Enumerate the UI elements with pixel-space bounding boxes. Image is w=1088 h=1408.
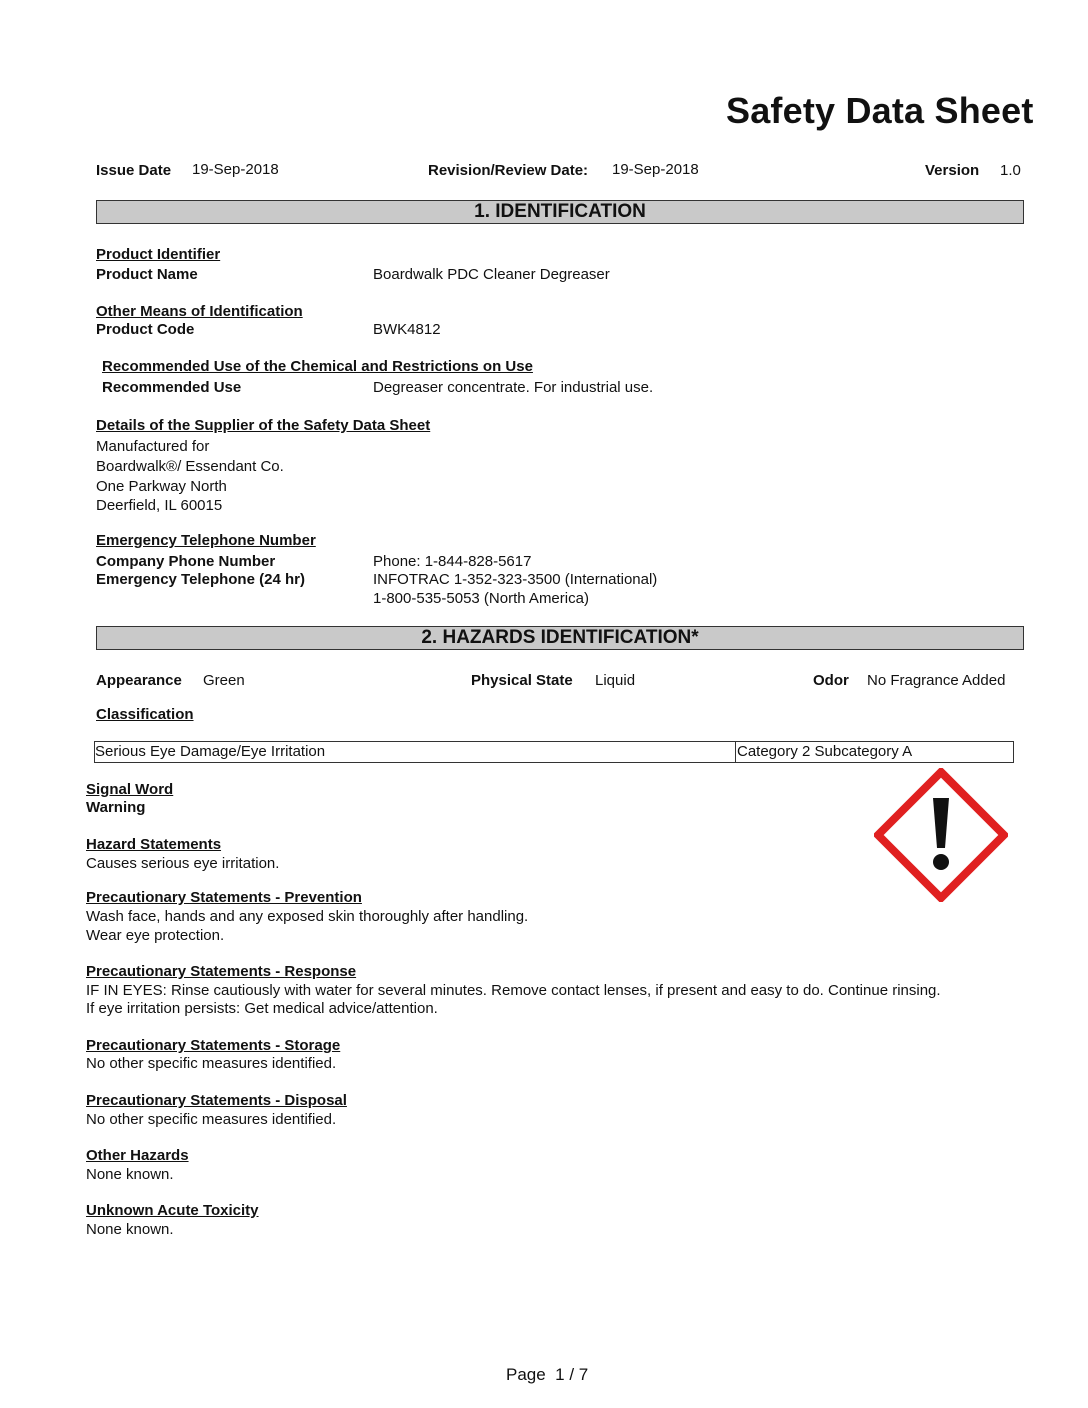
prevention-statement: Wash face, hands and any exposed skin thoroughly after handling. <box>86 908 529 925</box>
classification-hazard-cell: Serious Eye Damage/Eye Irritation <box>95 742 736 762</box>
company-phone-label: Company Phone Number <box>96 553 276 570</box>
prevention-statement: Wear eye protection. <box>86 927 225 944</box>
response-statement: IF IN EYES: Rinse cautiously with water for several minutes. Remove contact lenses, if present and easy to do. Continue rinsing. <box>86 982 941 999</box>
product-code-value: BWK4812 <box>373 321 441 338</box>
supplier-line: Boardwalk®/ Essendant Co. <box>96 458 284 475</box>
response-heading: Precautionary Statements - Response <box>86 963 357 980</box>
appearance-value: Green <box>203 672 245 689</box>
product-name-label: Product Name <box>96 266 198 283</box>
emergency-phone-north-america: 1-800-535-5053 (North America) <box>373 590 589 607</box>
supplier-line: Deerfield, IL 60015 <box>96 497 223 514</box>
other-means-heading: Other Means of Identification <box>96 303 303 320</box>
recommended-use-heading: Recommended Use of the Chemical and Restrictions on Use <box>102 358 533 375</box>
supplier-heading: Details of the Supplier of the Safety Data Sheet <box>96 417 431 434</box>
other-hazards-heading: Other Hazards <box>86 1147 189 1164</box>
signal-word-value: Warning <box>86 799 146 816</box>
classification-table <box>94 741 1014 763</box>
prevention-heading: Precautionary Statements - Prevention <box>86 889 362 906</box>
revision-date-label: Revision/Review Date: <box>428 162 589 179</box>
signal-word-heading: Signal Word <box>86 781 174 798</box>
revision-date-value: 19-Sep-2018 <box>612 161 699 178</box>
hazard-statements-heading: Hazard Statements <box>86 836 222 853</box>
other-hazards-statement: None known. <box>86 1166 174 1183</box>
section-2-heading: 2. HAZARDS IDENTIFICATION* <box>96 626 1024 650</box>
storage-statement: No other specific measures identified. <box>86 1055 337 1072</box>
page-footer <box>506 1365 588 1385</box>
unknown-toxicity-heading: Unknown Acute Toxicity <box>86 1202 259 1219</box>
company-phone-value: Phone: 1-844-828-5617 <box>373 553 532 570</box>
product-name-value: Boardwalk PDC Cleaner Degreaser <box>373 266 610 283</box>
disposal-heading: Precautionary Statements - Disposal <box>86 1092 347 1109</box>
page-title: Safety Data Sheet <box>726 90 1034 131</box>
odor-label: Odor <box>813 672 849 689</box>
supplier-line: One Parkway North <box>96 478 227 495</box>
exclamation-mark-ghs07-icon <box>874 768 1008 902</box>
supplier-line: Manufactured for <box>96 438 210 455</box>
page-label: Page <box>506 1365 546 1384</box>
page-number: 1 / 7 <box>555 1365 589 1384</box>
product-code-label: Product Code <box>96 321 195 338</box>
appearance-label: Appearance <box>96 672 182 689</box>
emergency-phone-international: INFOTRAC 1-352-323-3500 (International) <box>373 571 658 588</box>
classification-category-cell: Category 2 Subcategory A <box>737 743 913 760</box>
emergency-phone-label: Emergency Telephone (24 hr) <box>96 571 305 588</box>
hazard-statement: Causes serious eye irritation. <box>86 855 280 872</box>
response-statement: If eye irritation persists: Get medical advice/attention. <box>86 1000 438 1017</box>
recommended-use-label: Recommended Use <box>102 379 242 396</box>
recommended-use-value: Degreaser concentrate. For industrial use. <box>373 379 654 396</box>
issue-date-label: Issue Date <box>96 162 172 179</box>
classification-heading: Classification <box>96 706 194 723</box>
product-identifier-heading: Product Identifier <box>96 246 221 263</box>
emergency-heading: Emergency Telephone Number <box>96 532 316 549</box>
version-value: 1.0 <box>1000 162 1021 179</box>
issue-date-value: 19-Sep-2018 <box>192 161 279 178</box>
physical-state-label: Physical State <box>471 672 573 689</box>
disposal-statement: No other specific measures identified. <box>86 1111 337 1128</box>
odor-value: No Fragrance Added <box>867 672 1006 689</box>
section-1-heading: 1. IDENTIFICATION <box>96 200 1024 224</box>
version-label: Version <box>925 162 980 179</box>
storage-heading: Precautionary Statements - Storage <box>86 1037 341 1054</box>
unknown-toxicity-statement: None known. <box>86 1221 174 1238</box>
physical-state-value: Liquid <box>595 672 636 689</box>
